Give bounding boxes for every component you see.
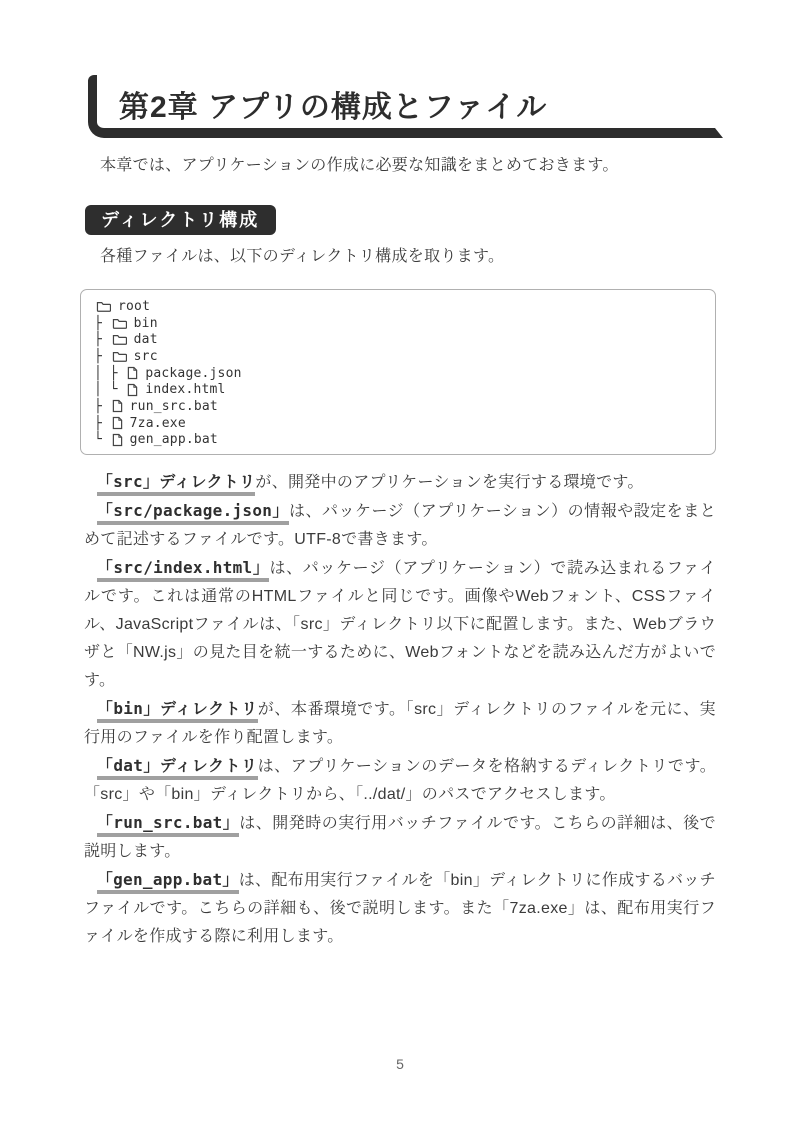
- tree-item-name: gen_app.bat: [129, 432, 218, 448]
- tree-row: [94, 381, 703, 398]
- folder-icon: [96, 300, 111, 313]
- tree-branch: ├: [94, 348, 110, 364]
- file-icon: [112, 416, 123, 430]
- paragraph-text: は、配布用実行ファイルを「bin」ディレクトリに作成するバッチファイルです。こちらの詳細も、後で説明します。また「7za.exe」は、配布用実行ファイルを作成する際に利用します。: [84, 872, 716, 945]
- term-underlined: 「bin」ディレクトリ: [97, 699, 258, 723]
- tree-branch: ├: [94, 332, 110, 348]
- body-copy: [84, 468, 716, 951]
- tree-item-name: index.html: [145, 382, 226, 398]
- term-underlined: 「dat」ディレクトリ: [97, 756, 258, 780]
- chapter-title: 第2章 アプリの構成とファイル: [119, 90, 548, 124]
- folder-icon: [112, 350, 127, 363]
- paragraph: [84, 752, 716, 809]
- tree-branch: │ ├: [94, 365, 126, 381]
- paragraph: [84, 554, 716, 695]
- section-lead-paragraph: 各種ファイルは、以下のディレクトリ構成を取ります。: [100, 248, 505, 265]
- paragraph-text: が、本番環境です。「src」ディレクトリのファイルを元に、実行用のファイルを作り配置します。: [84, 701, 716, 746]
- tree-branch: ├: [94, 415, 110, 431]
- tree-row: [94, 298, 703, 315]
- term-underlined: 「run_src.bat」: [97, 813, 239, 837]
- tree-item-name: root: [118, 298, 151, 314]
- tree-item-name: package.json: [145, 365, 242, 381]
- file-icon: [127, 366, 138, 380]
- file-icon: [127, 383, 138, 397]
- tree-item-name: src: [133, 348, 158, 364]
- term-underlined: 「gen_app.bat」: [97, 870, 239, 894]
- tree-branch: └: [94, 432, 110, 448]
- paragraph-text: は、アプリケーションのデータを格納するディレクトリです。「src」や「bin」ディレクトリから、「../dat/」のパスでアクセスします。: [84, 758, 717, 803]
- tree-row: [94, 398, 703, 415]
- tree-item-name: bin: [133, 315, 158, 331]
- paragraph-text: は、開発時の実行用バッチファイルです。こちらの詳細は、後で説明します。: [84, 815, 716, 860]
- term-underlined: 「src」ディレクトリ: [97, 472, 256, 496]
- tree-branch: │ └: [94, 382, 126, 398]
- paragraph: [84, 695, 716, 752]
- tree-row: [94, 415, 703, 432]
- paragraph: [84, 497, 716, 554]
- paragraph: [84, 866, 716, 951]
- file-icon: [112, 433, 123, 447]
- folder-icon: [112, 333, 127, 346]
- term-underlined: 「src/package.json」: [97, 501, 289, 525]
- tree-row: [94, 315, 703, 332]
- tree-row: [94, 331, 703, 348]
- directory-tree-box: [80, 289, 716, 455]
- file-icon: [112, 399, 123, 413]
- chapter-heading: [88, 75, 715, 138]
- paragraph-text: が、開発中のアプリケーションを実行する環境です。: [255, 474, 644, 491]
- tree-item-name: run_src.bat: [129, 398, 218, 414]
- paragraph: [84, 468, 716, 497]
- intro-paragraph: 本章では、アプリケーションの作成に必要な知識をまとめておきます。: [100, 157, 619, 174]
- paragraph-text: は、パッケージ（アプリケーション）で読み込まれるファイルです。これは通常のHTMLファイルと同じです。画像やWebフォント、CSSファイル、JavaScriptファイルは、「src」ディレクトリ以下に配置します。また、Webブラウザと「NW.js」の見た目を統一するために、Webフォントなどを読み込んだ方がよいです。: [84, 560, 716, 689]
- term-underlined: 「src/index.html」: [97, 558, 270, 582]
- tree-branch: ├: [94, 315, 110, 331]
- folder-icon: [112, 317, 127, 330]
- page-number: 5: [396, 1056, 404, 1072]
- tree-row: [94, 348, 703, 365]
- tree-item-name: 7za.exe: [129, 415, 186, 431]
- paragraph: [84, 809, 716, 866]
- tree-item-name: dat: [133, 332, 158, 348]
- tree-branch: ├: [94, 398, 110, 414]
- tree-row: [94, 365, 703, 382]
- tree-row: [94, 432, 703, 449]
- section-heading-badge: ディレクトリ構成: [85, 205, 276, 235]
- paragraph-text: は、パッケージ（アプリケーション）の情報や設定をまとめて記述するファイルです。UTF-8で書きます。: [84, 503, 716, 548]
